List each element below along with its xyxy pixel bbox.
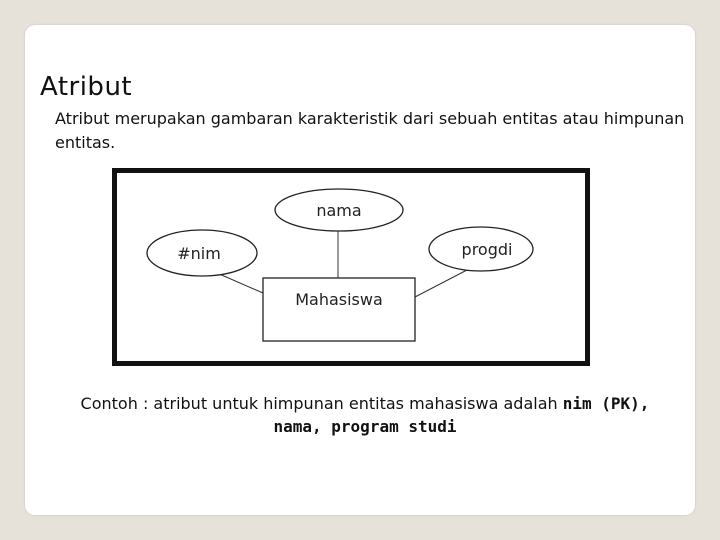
connector-nim (217, 273, 263, 293)
slide-title: Atribut (40, 72, 133, 102)
er-diagram (112, 168, 590, 366)
attribute-label-nama: nama (316, 201, 362, 220)
attribute-label-progdi: progdi (461, 240, 513, 259)
entity-box-mahasiswa (263, 278, 415, 341)
er-diagram-svg (117, 173, 585, 361)
attribute-label-nim: #nim (177, 244, 221, 263)
slide-body-text: Atribut merupakan gambaran karakteristik dari sebuah entitas atau himpunan entitas. (55, 109, 685, 152)
caption-text: Contoh : atribut untuk himpunan entitas mahasiswa adalah (80, 394, 563, 413)
example-caption (60, 392, 670, 438)
entity-label-mahasiswa: Mahasiswa (295, 290, 383, 309)
connector-progdi (415, 270, 467, 297)
caption-bold-text: nim (PK), nama, program studi (273, 394, 650, 436)
